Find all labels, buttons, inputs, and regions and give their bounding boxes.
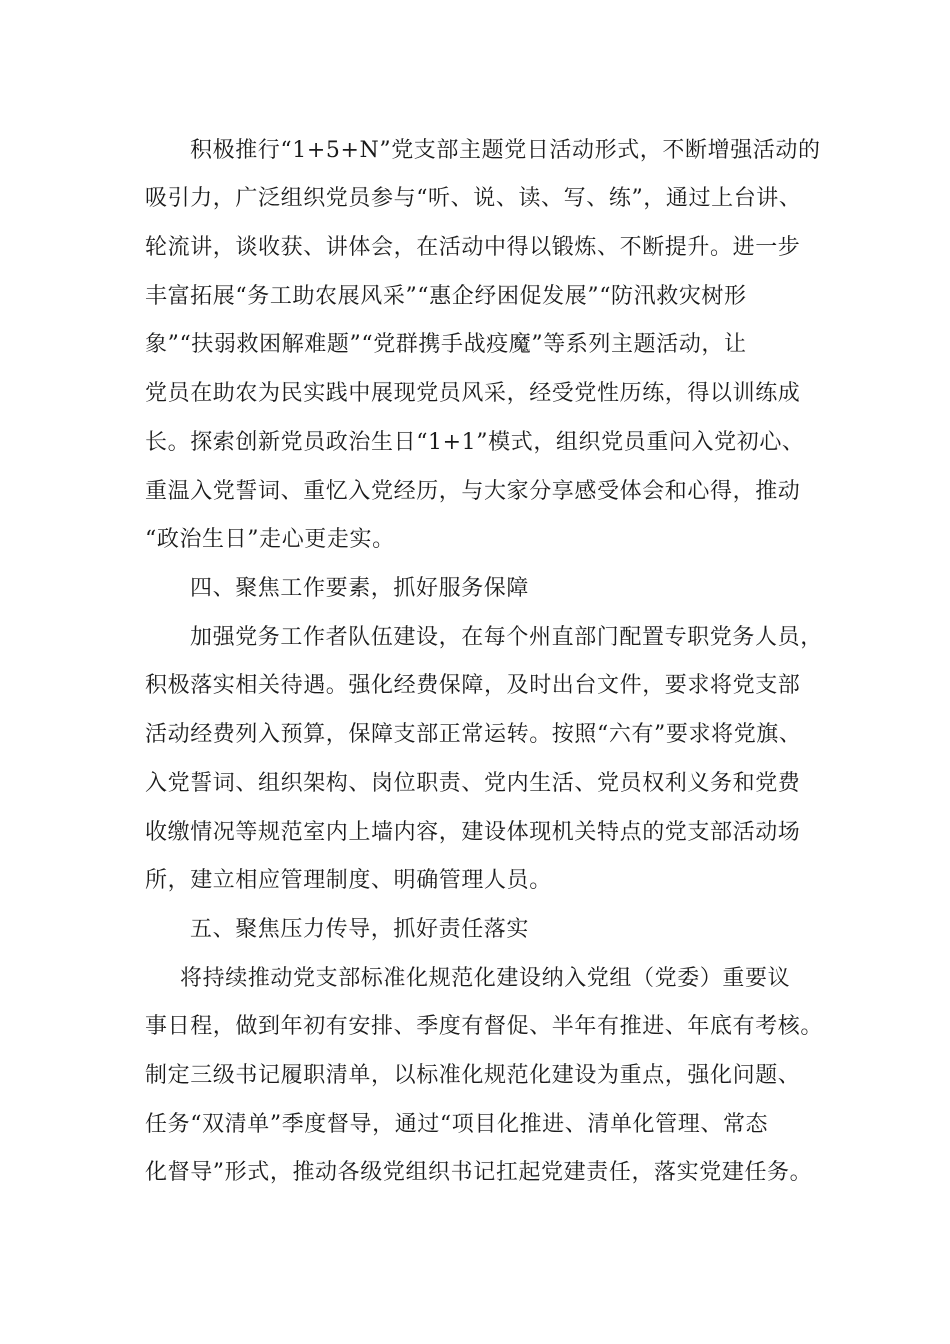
section-heading-5: 五、聚焦压力传导，抓好责任落实 <box>190 917 530 942</box>
paragraph-line-2: 吸引力，广泛组织党员参与“听、说、读、写、练”，通过上台讲、 <box>145 186 802 211</box>
paragraph-line-17: 事日程，做到年初有安排、季度有督促、半年有推进、年底有考核。 <box>145 1014 824 1039</box>
paragraph-line-18: 制定三级书记履职清单，以标准化规范化建设为重点，强化问题、 <box>145 1063 801 1088</box>
paragraph-line-14: 收缴情况等规范室内上墙内容，建设体现机关特点的党支部活动场 <box>145 820 801 845</box>
paragraph-line-3: 轮流讲，谈收获、讲体会，在活动中得以锻炼、不断提升。进一步 <box>145 235 801 260</box>
section-heading-4: 四、聚焦工作要素，抓好服务保障 <box>190 576 530 601</box>
paragraph-line-9: “政治生日”走心更走实。 <box>145 527 395 552</box>
paragraph-line-12: 活动经费列入预算，保障支部正常运转。按照“六有”要求将党旗、 <box>145 722 802 747</box>
paragraph-line-16: 将持续推动党支部标准化规范化建设纳入党组（党委）重要议 <box>180 966 791 991</box>
paragraph-line-1: 积极推行“1+5+N”党支部主题党日活动形式，不断增强活动的 <box>190 138 821 163</box>
paragraph-line-6: 党员在助农为民实践中展现党员风采，经受党性历练，得以训练成 <box>145 381 801 406</box>
paragraph-line-5: 象”“扶弱救困解难题”“党群携手战疫魔”等系列主题活动，让 <box>145 332 747 357</box>
paragraph-line-15: 所，建立相应管理制度、明确管理人员。 <box>145 868 552 893</box>
paragraph-line-13: 入党誓词、组织架构、岗位职责、党内生活、党员权利义务和党费 <box>145 771 801 796</box>
paragraph-line-7: 长。探索创新党员政治生日“1+1”模式，组织党员重问入党初心、 <box>145 430 805 455</box>
paragraph-line-20: 化督导”形式，推动各级党组织书记扛起党建责任，落实党建任务。 <box>145 1160 813 1185</box>
paragraph-line-8: 重温入党誓词、重忆入党经历，与大家分享感受体会和心得，推动 <box>145 479 801 504</box>
paragraph-line-10: 加强党务工作者队伍建设，在每个州直部门配置专职党务人员， <box>190 625 823 650</box>
paragraph-line-11: 积极落实相关待遇。强化经费保障，及时出台文件，要求将党支部 <box>145 673 801 698</box>
paragraph-line-19: 任务“双清单”季度督导，通过“项目化推进、清单化管理、常态 <box>145 1112 769 1137</box>
paragraph-line-4: 丰富拓展“务工助农展风采”“惠企纾困促发展”“防汛救灾树形 <box>145 284 747 309</box>
